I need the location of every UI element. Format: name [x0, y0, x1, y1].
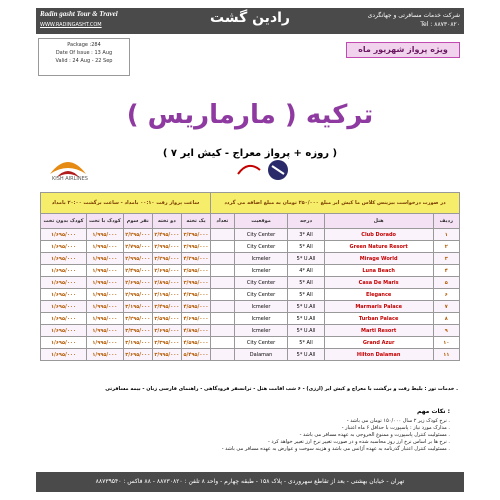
cell-child_bed: ۱/۹۹۵/۰۰۰ — [87, 265, 124, 277]
cell-count — [211, 277, 235, 289]
cell-child_nobed: ۱/۶۹۵/۰۰۰ — [41, 325, 87, 337]
cell-grade: 5* U.All — [288, 325, 324, 337]
cell-single: ۴/۳۹۵/۰۰۰ — [181, 289, 210, 301]
note-item: - نرخ ها بر اساس نرخ ارز روز محاسبه شده و در صورت تغییر نرخ ارز تغییر خواهد کرد . — [267, 439, 450, 445]
note-item: - مسئولیت کنترل پاسپورت و ممنوع الخروجی به عهده مسافر می باشد . — [299, 432, 450, 438]
cell-n: ۸ — [433, 313, 459, 325]
cell-child_bed: ۱/۹۹۵/۰۰۰ — [87, 349, 124, 361]
cell-count — [211, 253, 235, 265]
cell-hotel: Marmaris Palace — [324, 301, 433, 313]
cell-child_bed: ۱/۹۹۵/۰۰۰ — [87, 289, 124, 301]
col-child-nobed: کودک بدون تخت — [41, 214, 87, 229]
cell-grade: 5* All — [288, 241, 324, 253]
cell-child_bed: ۱/۹۹۵/۰۰۰ — [87, 253, 124, 265]
business-note: در صورت درخواست بیزینس کلاس ما کیش ایر مبلغ ۲۵۰/۰۰۰ تومان به مبلغ اضافه می گردد — [211, 193, 460, 214]
cell-double: ۳/۳۹۵/۰۰۰ — [152, 337, 181, 349]
cell-n: ۴ — [433, 265, 459, 277]
cell-grade: 4* All — [288, 265, 324, 277]
cell-child_nobed: ۱/۶۹۵/۰۰۰ — [41, 241, 87, 253]
cell-single: ۳/۹۹۵/۰۰۰ — [181, 241, 210, 253]
agency-name-fa: رادین گشت — [210, 10, 290, 26]
cell-double: ۳/۵۹۵/۰۰۰ — [152, 313, 181, 325]
cell-double: ۲/۸۹۵/۰۰۰ — [152, 277, 181, 289]
cell-child_nobed: ۱/۶۹۵/۰۰۰ — [41, 265, 87, 277]
footer-bar: تهران - خیابان بهشتی - بعد از تقاطع سهروردی - پلاک ۱۵۸ - طبقه چهارم - واحد ۸ تلفن : ۸۸۷۳۰۸۲۰ - ۸۸ فاکس : ۸۸۷۳۹۵۴۰ — [36, 472, 464, 492]
services-line: خدمات تور : بلیط رفت و برگشت با معراج و کیش ایر (ارزی) - ۶ شب اقامت هتل - ترانسفر فرودگاهی - راهنمای فارسی زبان - بیمه مسافرتی . — [105, 386, 458, 392]
col-hotel: هتل — [324, 214, 433, 229]
cell-loc: City Center — [234, 241, 288, 253]
cell-count — [211, 313, 235, 325]
cell-single: ۵/۴۹۵/۰۰۰ — [181, 349, 210, 361]
table-row — [41, 265, 460, 277]
col-single: یک تخته — [181, 214, 210, 229]
cell-hotel: Turban Palace — [324, 313, 433, 325]
cell-single: ۴/۵۹۵/۰۰۰ — [181, 337, 210, 349]
cell-count — [211, 265, 235, 277]
cell-third: ۳/۱۹۵/۰۰۰ — [123, 301, 152, 313]
cell-loc: Icmeler — [234, 313, 288, 325]
cell-loc: City Center — [234, 277, 288, 289]
date-of-issue: Date Of Issue : 13 Aug — [55, 50, 113, 56]
table-row — [41, 349, 460, 361]
package-info — [38, 38, 130, 76]
table-info-row — [41, 193, 460, 214]
cell-single: ۴/۵۹۵/۰۰۰ — [181, 301, 210, 313]
cell-third: ۳/۳۹۵/۰۰۰ — [123, 325, 152, 337]
cell-third: ۲/۹۹۵/۰۰۰ — [123, 289, 152, 301]
cell-single: ۳/۳۹۵/۰۰۰ — [181, 229, 210, 241]
cell-loc: City Center — [234, 337, 288, 349]
cell-count — [211, 349, 235, 361]
cell-n: ۷ — [433, 301, 459, 313]
table-row — [41, 241, 460, 253]
cell-count — [211, 241, 235, 253]
cell-hotel: Elegance — [324, 289, 433, 301]
cell-loc: City Center — [234, 289, 288, 301]
package-number: Package :284 — [67, 42, 101, 48]
table-row — [41, 229, 460, 241]
cell-child_bed: ۱/۹۹۵/۰۰۰ — [87, 301, 124, 313]
page-subtitle: ( ۷ روزه + پرواز معراج - کیش ایر ) — [162, 148, 338, 159]
cell-double: ۳/۲۹۵/۰۰۰ — [152, 253, 181, 265]
cell-child_bed: ۱/۹۹۵/۰۰۰ — [87, 337, 124, 349]
cell-double: ۲/۹۹۵/۰۰۰ — [152, 241, 181, 253]
price-table — [40, 192, 460, 361]
agency-phone: Tel : ۸۸۷۳۰۸۲۰ — [420, 21, 460, 28]
cell-child_bed: ۱/۹۹۵/۰۰۰ — [87, 241, 124, 253]
cell-double: ۲/۴۹۵/۰۰۰ — [152, 229, 181, 241]
cell-hotel: Casa De Maris — [324, 277, 433, 289]
cell-child_nobed: ۱/۶۹۵/۰۰۰ — [41, 301, 87, 313]
cell-grade: 5* U.All — [288, 301, 324, 313]
cell-third: ۳/۶۹۵/۰۰۰ — [123, 349, 152, 361]
cell-child_nobed: ۱/۶۹۵/۰۰۰ — [41, 229, 87, 241]
cell-hotel: Club Dorado — [324, 229, 433, 241]
notes-title: نکات مهم : — [417, 408, 450, 415]
table-header-row — [41, 214, 460, 229]
note-item: - نرخ کودک زیر ۲ سال ۱۵۰/۰۰۰ تومان می باشد . — [346, 418, 450, 424]
cell-single: ۴/۲۹۵/۰۰۰ — [181, 253, 210, 265]
cell-n: ۲ — [433, 241, 459, 253]
table-row — [41, 277, 460, 289]
agency-name-en: Radin gasht Tour & Travel — [40, 10, 118, 18]
col-grade: درجه — [288, 214, 324, 229]
cell-loc: Icmeler — [234, 325, 288, 337]
header-bar — [36, 8, 464, 34]
meraj-airline-logo-icon — [232, 156, 302, 184]
cell-child_bed: ۱/۹۹۵/۰۰۰ — [87, 229, 124, 241]
note-item: - مسئولیت کنترل اعتبار گذرنامه به عهده آژانس می باشد و هزینه سوخت و عوارض به عهده مسافر می باشد . — [221, 446, 450, 452]
notes-list — [150, 418, 450, 453]
cell-child_bed: ۱/۹۹۵/۰۰۰ — [87, 325, 124, 337]
flight-times: ساعت پرواز رفت ۰۰:۱۰ بامداد - ساعت برگشت ۲۰:۰۰ بامداد — [41, 193, 211, 214]
cell-double: ۳/۱۹۵/۰۰۰ — [152, 289, 181, 301]
cell-loc: Icmeler — [234, 265, 288, 277]
table-row — [41, 289, 460, 301]
cell-single: ۴/۶۹۵/۰۰۰ — [181, 313, 210, 325]
table-row — [41, 325, 460, 337]
cell-child_nobed: ۱/۶۹۵/۰۰۰ — [41, 289, 87, 301]
agency-services: شرکت خدمات مسافرتی و جهانگردی — [367, 12, 460, 19]
cell-grade: 5* All — [288, 289, 324, 301]
cell-single: ۳/۹۹۵/۰۰۰ — [181, 277, 210, 289]
cell-count — [211, 289, 235, 301]
tour-flyer — [36, 8, 464, 492]
cell-grade: 5* All — [288, 277, 324, 289]
flight-badge: ویژه پرواز شهریور ماه — [346, 42, 460, 58]
cell-loc: City Center — [234, 229, 288, 241]
cell-double: ۳/۹۹۵/۰۰۰ — [152, 349, 181, 361]
cell-n: ۱ — [433, 229, 459, 241]
kish-airlines-logo-icon — [46, 148, 90, 188]
cell-child_bed: ۱/۹۹۵/۰۰۰ — [87, 277, 124, 289]
cell-child_bed: ۱/۹۹۵/۰۰۰ — [87, 313, 124, 325]
cell-single: ۳/۵۹۵/۰۰۰ — [181, 265, 210, 277]
cell-count — [211, 337, 235, 349]
col-double: دو تخته — [152, 214, 181, 229]
cell-grade: 5* U.All — [288, 313, 324, 325]
table-row — [41, 337, 460, 349]
cell-hotel: Hilton Dalaman — [324, 349, 433, 361]
cell-third: ۳/۱۹۵/۰۰۰ — [123, 337, 152, 349]
cell-hotel: Green Nature Resort — [324, 241, 433, 253]
table-row — [41, 313, 460, 325]
cell-third: ۳/۲۹۵/۰۰۰ — [123, 313, 152, 325]
table-row — [41, 301, 460, 313]
col-location: موقعیت — [234, 214, 288, 229]
cell-grade: 5* U.All — [288, 253, 324, 265]
valid-range: Valid : 24 Aug - 22 Sep — [55, 58, 113, 64]
airline-name: KISH AIRLINES — [52, 176, 88, 182]
cell-hotel: Marti Resort — [324, 325, 433, 337]
cell-child_nobed: ۱/۶۹۵/۰۰۰ — [41, 349, 87, 361]
page-title: ترکیه ( مارماریس ) — [126, 100, 374, 130]
cell-single: ۴/۸۹۵/۰۰۰ — [181, 325, 210, 337]
cell-n: ۱۱ — [433, 349, 459, 361]
cell-n: ۳ — [433, 253, 459, 265]
cell-grade: 5* U.All — [288, 349, 324, 361]
cell-n: ۹ — [433, 325, 459, 337]
cell-child_nobed: ۱/۶۹۵/۰۰۰ — [41, 277, 87, 289]
cell-third: ۲/۲۹۵/۰۰۰ — [123, 229, 152, 241]
cell-hotel: Grand Azur — [324, 337, 433, 349]
cell-n: ۶ — [433, 289, 459, 301]
cell-n: ۵ — [433, 277, 459, 289]
cell-child_nobed: ۱/۶۹۵/۰۰۰ — [41, 313, 87, 325]
cell-n: ۱۰ — [433, 337, 459, 349]
col-third: نفر سوم — [123, 214, 152, 229]
cell-count — [211, 325, 235, 337]
table-row — [41, 253, 460, 265]
cell-child_nobed: ۱/۶۹۵/۰۰۰ — [41, 253, 87, 265]
cell-child_nobed: ۱/۶۹۵/۰۰۰ — [41, 337, 87, 349]
cell-double: ۳/۶۹۵/۰۰۰ — [152, 325, 181, 337]
note-item: - مدارک مورد نیاز : پاسپورت با حداقل ۶ ماه اعتبار . — [341, 425, 450, 431]
cell-loc: Dalaman — [234, 349, 288, 361]
cell-loc: Icmeler — [234, 253, 288, 265]
cell-third: ۲/۹۹۵/۰۰۰ — [123, 253, 152, 265]
cell-third: ۲/۶۹۵/۰۰۰ — [123, 277, 152, 289]
cell-double: ۳/۴۹۵/۰۰۰ — [152, 301, 181, 313]
cell-grade: 3* All — [288, 229, 324, 241]
cell-hotel: Luna Beach — [324, 265, 433, 277]
agency-contact — [368, 11, 460, 29]
cell-loc: Icmeler — [234, 301, 288, 313]
cell-count — [211, 229, 235, 241]
col-count: تعداد — [211, 214, 235, 229]
cell-third: ۲/۷۹۵/۰۰۰ — [123, 241, 152, 253]
col-child-bed: کودک با تخت — [87, 214, 124, 229]
cell-count — [211, 301, 235, 313]
cell-grade: 5* All — [288, 337, 324, 349]
col-row: ردیف — [433, 214, 459, 229]
cell-hotel: Mirage World — [324, 253, 433, 265]
cell-double: ۲/۶۹۵/۰۰۰ — [152, 265, 181, 277]
cell-third: ۲/۴۹۵/۰۰۰ — [123, 265, 152, 277]
agency-url[interactable]: WWW.RADINGASHT.COM — [40, 22, 102, 28]
